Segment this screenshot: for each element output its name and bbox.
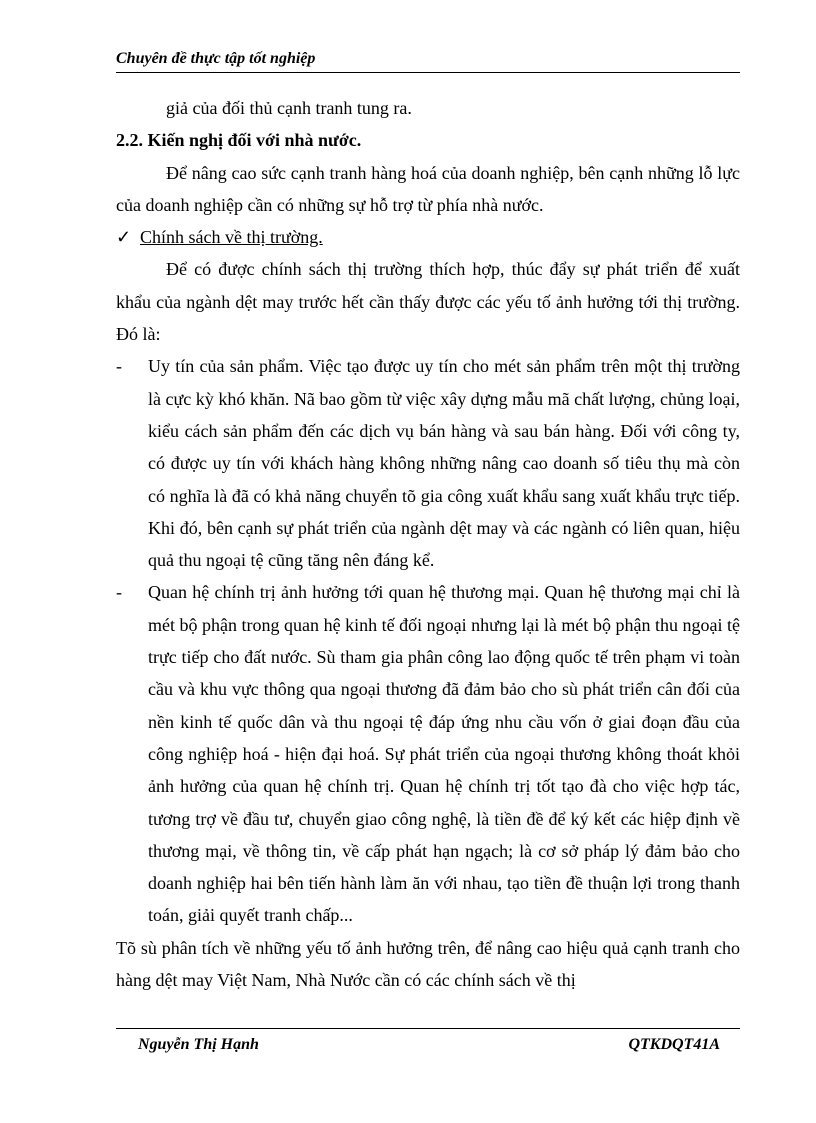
footer-author: Nguyễn Thị Hạnh <box>138 1036 259 1053</box>
footer-code: QTKDQT41A <box>628 1036 720 1053</box>
bullet-dash: - <box>116 582 122 603</box>
document-body <box>116 92 740 996</box>
check-list-item <box>116 221 740 253</box>
bullet-item-reputation <box>116 350 740 576</box>
intro-paragraph: Để nâng cao sức cạnh tranh hàng hoá của doanh nghiệp, bên cạnh những lỗ lực của doanh nghiệp cần có những sự hỗ trợ từ phía nhà nước. <box>116 162 740 215</box>
final-paragraph: Tõ sù phân tích về những yếu tố ảnh hưởng trên, để nâng cao hiệu quả cạnh tranh cho hàng dệt may Việt Nam, Nhà Nước cần có các chính sách về thị <box>116 937 740 991</box>
header-divider <box>116 72 740 73</box>
footer-divider <box>116 1028 740 1029</box>
bullet-item-politics <box>116 576 740 931</box>
checkmark-icon: ✓ <box>116 227 132 248</box>
section-heading: 2.2. Kiến nghị đối với nhà nước. <box>116 130 362 151</box>
continuation-line: giả của đối thủ cạnh tranh tung ra. <box>166 98 412 118</box>
market-paragraph: Để có được chính sách thị trường thích hợp, thúc đẩy sự phát triển để xuất khẩu của ngành dệt may trước hết cần thấy được các yếu tố ảnh hưởng tới thị trường. Đó là: <box>116 259 740 345</box>
bullet-dash: - <box>116 356 122 377</box>
page-header-title: Chuyên đề thực tập tốt nghiệp <box>116 50 316 67</box>
bullet-text: Quan hệ chính trị ảnh hưởng tới quan hệ thương mại. Quan hệ thương mại chỉ là mét bộ phận trong quan hệ kinh tế đối ngoại nhưng lại là mét bộ phận thu ngoại tệ trực tiếp cho đất nước. Sù tham gia phân công lao động quốc tế trên phạm vi toàn cầu và khu vực thông qua ngoại thương đã đảm bảo cho sù phát triển cân đối của nền kinh tế quốc dân và thu ngoại tệ đáp ứng nhu cầu vốn ở giai đoạn đầu của công nghiệp hoá - hiện đại hoá. Sự phát triển của ngoại thương không thoát khỏi ảnh hưởng của quan hệ chính trị. Quan hệ chính trị tốt tạo đà cho việc hợp tác, tương trợ về đầu tư, chuyển giao công nghệ, là tiền đề để ký kết các hiệp định về thương mại, về thông tin, về cấp phát hạn ngạch; là cơ sở pháp lý đảm bảo cho doanh nghiệp hai bên tiến hành làm ăn với nhau, tạo tiền đề thuận lợi trong thanh toán, giải quyết tranh chấp... <box>148 582 740 926</box>
check-item-label: Chính sách về thị trường. <box>140 227 323 248</box>
bullet-text: Uy tín của sản phẩm. Việc tạo được uy tín cho mét sản phẩm trên một thị trường là cực kỳ khó khăn. Nã bao gồm từ việc xây dựng mẫu mã chất lượng, chủng loại, kiểu cách sản phẩm đến các dịch vụ bán hàng và sau bán hàng. Đối với công ty, có được uy tín với khách hàng không những nâng cao doanh số tiêu thụ mà còn có nghĩa là đã có khả năng chuyển tõ gia công xuất khẩu sang xuất khẩu trực tiếp. Khi đó, bên cạnh sự phát triển của ngành dệt may và các ngành có liên quan, hiệu quả thu ngoại tệ cũng tăng nên đáng kể. <box>148 356 740 571</box>
